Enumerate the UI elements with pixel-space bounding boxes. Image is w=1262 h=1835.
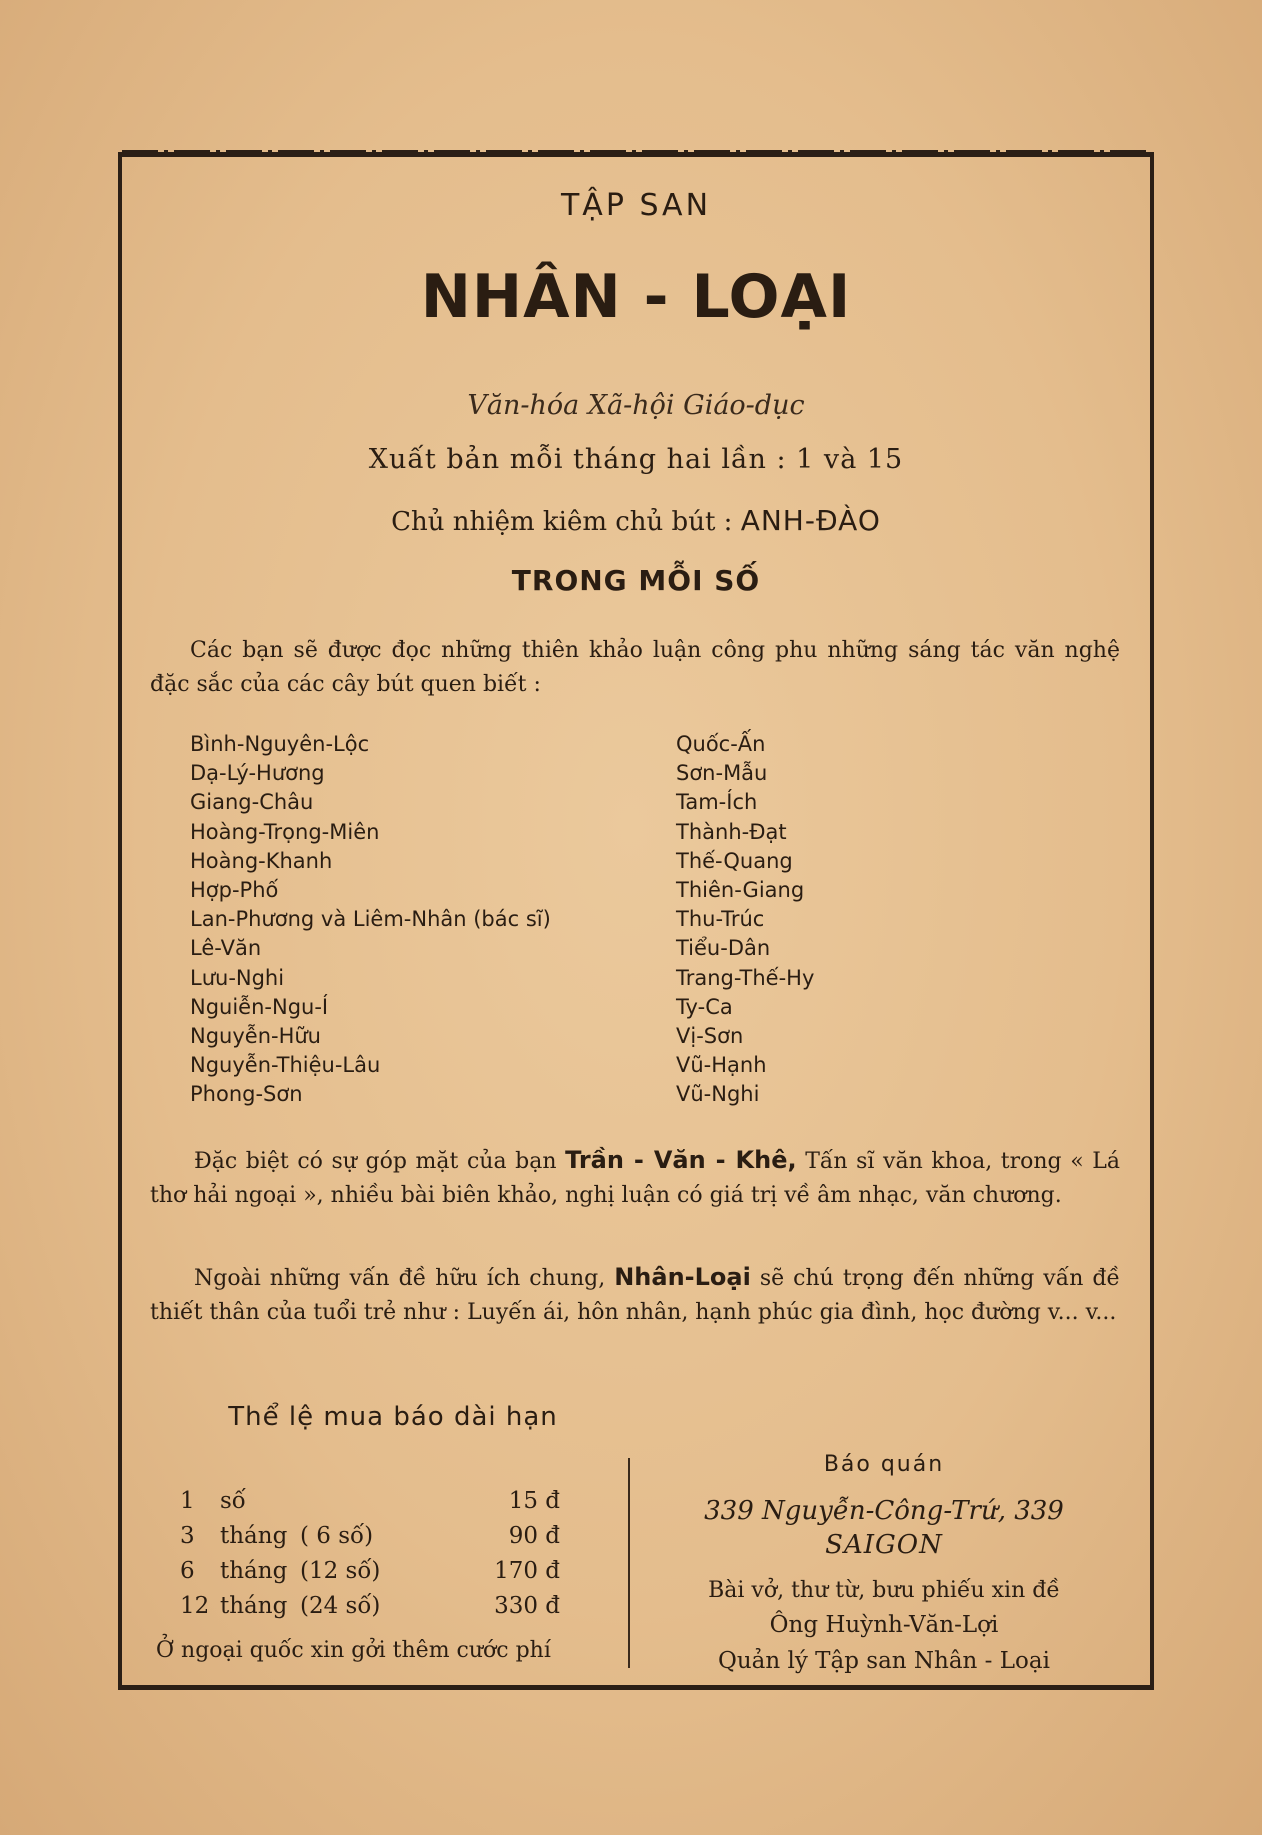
author-name: Sơn-Mẫu (676, 761, 768, 786)
rate-issue-count: (12 số) (300, 1557, 381, 1584)
special-text-after: Tấn sĩ văn khoa, trong « Lá thơ hải ngoại », nhiều bài biên khảo, nghị luận có giá trị về âm nhạc, văn chương. (150, 1149, 1120, 1208)
special-contributor-paragraph (150, 1143, 1120, 1213)
author-name: Thu-Trúc (676, 907, 765, 932)
author-name: Ty-Ca (676, 994, 733, 1019)
rate-row (180, 1483, 600, 1518)
office-role: Quản lý Tập san Nhân - Loại (718, 1648, 1050, 1674)
author-name: Vị-Sơn (676, 1024, 744, 1049)
author-name: Nguyễn-Hữu (190, 1024, 321, 1049)
office-note: Bài vở, thư từ, bưu phiếu xin đề (708, 1578, 1060, 1603)
topics-text-before: Ngoài những vấn đề hữu ích chung, (194, 1266, 615, 1291)
rate-unit: số (220, 1487, 246, 1514)
author-name: Trang-Thế-Hy (676, 965, 815, 990)
author-name: Lê-Văn (190, 936, 262, 961)
intro-paragraph: Các bạn sẽ được đọc những thiên khảo luận công phu những sáng tác văn nghệ đặc sắc của các cây bút quen biết : (150, 638, 1120, 697)
author-name: Hợp-Phố (190, 878, 279, 903)
authors-left-column (190, 730, 551, 1110)
author-name: Vũ-Nghi (676, 1082, 760, 1107)
column-divider (628, 1458, 630, 1668)
rate-row (180, 1518, 600, 1553)
rate-number: 6 (180, 1557, 195, 1584)
author-name: Nguiễn-Ngu-Í (190, 994, 329, 1019)
author-name: Lưu-Nghi (190, 965, 285, 990)
author-name: Phong-Sơn (190, 1082, 303, 1107)
top-rule (122, 150, 1150, 153)
author-name: Hoàng-Khanh (190, 848, 333, 873)
magazine-title: NHÂN - LOẠI (420, 262, 852, 332)
author-name: Giang-Châu (190, 790, 314, 815)
rate-row (180, 1588, 600, 1623)
rate-unit: tháng (220, 1557, 288, 1584)
special-text-before: Đặc biệt có sự góp mặt của bạn (194, 1149, 566, 1174)
author-name: Dạ-Lý-Hương (190, 761, 325, 786)
author-name: Nguyễn-Thiệu-Lâu (190, 1053, 381, 1078)
office-person: Ông Huỳnh-Văn-Lợi (769, 1612, 999, 1638)
author-name: Tam-Ích (676, 790, 758, 815)
section-title: TRONG MỖI SỐ (511, 564, 761, 597)
rate-price: 90 đ (508, 1522, 560, 1549)
author-name: Vũ-Hạnh (676, 1053, 767, 1078)
rate-unit: tháng (220, 1522, 288, 1549)
author-name: Quốc-Ấn (676, 732, 766, 756)
rate-number: 12 (180, 1592, 210, 1619)
author-name: Tiểu-Dân (676, 936, 771, 961)
editor-name: ANH-ĐÀO (740, 504, 881, 537)
abroad-note: Ở ngoại quốc xin gởi thêm cước phí (156, 1638, 551, 1663)
rate-issue-count: ( 6 số) (300, 1522, 374, 1549)
rate-number: 3 (180, 1522, 195, 1549)
editor-line (118, 504, 1154, 537)
office-city: SAIGON (825, 1530, 943, 1560)
office-address: 339 Nguyễn-Công-Trứ, 339 (704, 1496, 1064, 1526)
author-name: Thiên-Giang (676, 878, 805, 903)
rate-price: 330 đ (494, 1592, 560, 1619)
topics-text-after: sẽ chú trọng đến những vấn đề thiết thân của tuổi trẻ như : Luyến ái, hôn nhân, hạnh phúc gia đình, học đường v... v... (150, 1266, 1120, 1325)
special-contributor-name: Trần - Văn - Khê, (565, 1146, 797, 1174)
topics-paragraph (150, 1260, 1120, 1330)
rate-issue-count (300, 1483, 450, 1518)
supertitle: TẬP SAN (560, 188, 712, 223)
rate-unit: tháng (220, 1592, 288, 1619)
rate-issue-count: (24 số) (300, 1592, 381, 1619)
rate-row (180, 1553, 600, 1588)
editor-label: Chủ nhiệm kiêm chủ bút : (391, 507, 733, 537)
rate-price: 170 đ (494, 1557, 560, 1584)
subtitle: Văn-hóa Xã-hội Giáo-dục (467, 390, 805, 421)
author-name: Lan-Phương và Liêm-Nhân (bác sĩ) (190, 907, 551, 932)
author-name: Thành-Đạt (676, 819, 787, 844)
author-name: Hoàng-Trọng-Miên (190, 819, 380, 844)
subscription-rates-table (180, 1483, 600, 1623)
author-name: Bình-Nguyên-Lộc (190, 732, 370, 756)
publication-schedule: Xuất bản mỗi tháng hai lần : 1 và 15 (368, 444, 904, 475)
rate-price: 15 đ (508, 1487, 560, 1514)
author-name: Thế-Quang (676, 848, 793, 873)
subscription-title: Thể lệ mua báo dài hạn (228, 1402, 558, 1432)
rate-number: 1 (180, 1487, 195, 1514)
bottom-rule (122, 1686, 1150, 1689)
authors-right-column (676, 730, 814, 1110)
office-label: Báo quán (823, 1452, 945, 1477)
topics-brand: Nhân-Loại (614, 1263, 751, 1291)
